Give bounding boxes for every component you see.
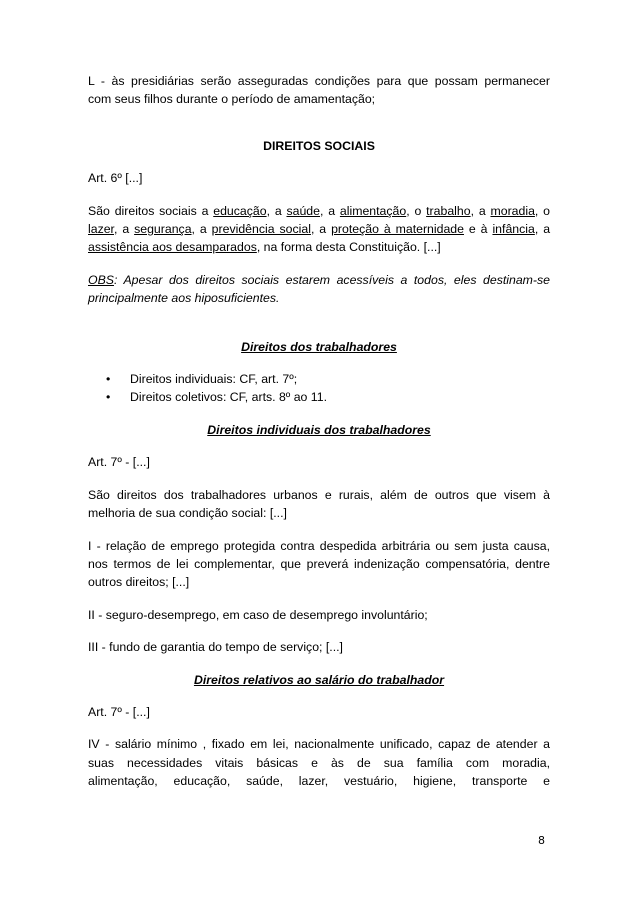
heading-direitos-sociais: DIREITOS SOCIAIS	[263, 138, 375, 153]
heading-direitos-trabalhadores: Direitos dos trabalhadores	[241, 339, 397, 354]
document-page	[88, 72, 550, 791]
right-trabalho: trabalho	[426, 203, 471, 218]
item-iv-line3: alimentação, educação, saúde, lazer, vestuário, higiene, transporte e	[88, 774, 550, 789]
item-iii: III - fundo de garantia do tempo de serviço; [...]	[88, 640, 343, 655]
list-item: • Direitos individuais: CF, art. 7º;	[88, 370, 550, 388]
obs-label: OBS	[88, 272, 114, 287]
item-iv-line2: suas necessidades vitais básicas e às de sua família com moradia,	[88, 755, 550, 770]
art7-intro: São direitos dos trabalhadores urbanos e rurais, além de outros que visem à melhoria de sua condição social: [...]	[88, 487, 550, 521]
right-previdencia: previdência social	[211, 222, 311, 237]
heading-direitos-individuais: Direitos individuais dos trabalhadores	[207, 422, 431, 437]
right-moradia: moradia	[490, 203, 535, 218]
right-educacao: educação	[213, 203, 267, 218]
obs-text: : Apesar dos direitos sociais estarem acessíveis a todos, eles destinam-se principalmente aos hiposuficientes.	[88, 272, 550, 306]
art7-reference-2: Art. 7º - [...]	[88, 704, 150, 719]
item-ii: II - seguro-desemprego, em caso de desemprego involuntário;	[88, 607, 428, 622]
paragraph-l-line1: L - às presidiárias serão asseguradas condições para que possam permanecer	[88, 74, 550, 88]
right-lazer: lazer	[88, 222, 114, 237]
art7-reference-1: Art. 7º - [...]	[88, 455, 150, 470]
right-protecao-maternidade: proteção à maternidade	[331, 222, 464, 237]
list-item: • Direitos coletivos: CF, arts. 8º ao 11.	[88, 388, 550, 406]
art6-reference: Art. 6º [...]	[88, 171, 143, 186]
item-iv-line1: IV - salário mínimo , fixado em lei, nacionalmente unificado, capaz de atender a	[88, 737, 550, 752]
right-seguranca: segurança	[134, 222, 192, 237]
right-alimentacao: alimentação	[339, 203, 407, 218]
social-rights-paragraph: São direitos sociais a educação, a saúde, a alimentação, o trabalho, a moradia, o lazer, a segurança, a previdência social, a proteção à maternidade e à infância, a assistência aos desamparados, na forma desta Constituição. [...]	[88, 203, 551, 255]
heading-salario: Direitos relativos ao salário do trabalhador	[193, 672, 445, 687]
paragraph-l-line2: com seus filhos durante o período de amamentação;	[88, 92, 376, 107]
right-assistencia: assistência aos desamparados	[88, 240, 257, 255]
item-i: I - relação de emprego protegida contra despedida arbitrária ou sem justa causa, nos termos de lei complementar, que preverá indenização compensatória, dentre outros direitos; [...]	[88, 538, 550, 590]
worker-rights-list	[88, 370, 550, 407]
obs-note	[88, 271, 550, 308]
right-saude: saúde	[286, 203, 320, 218]
page-number: 8	[538, 834, 545, 847]
right-infancia: infância	[492, 222, 535, 237]
